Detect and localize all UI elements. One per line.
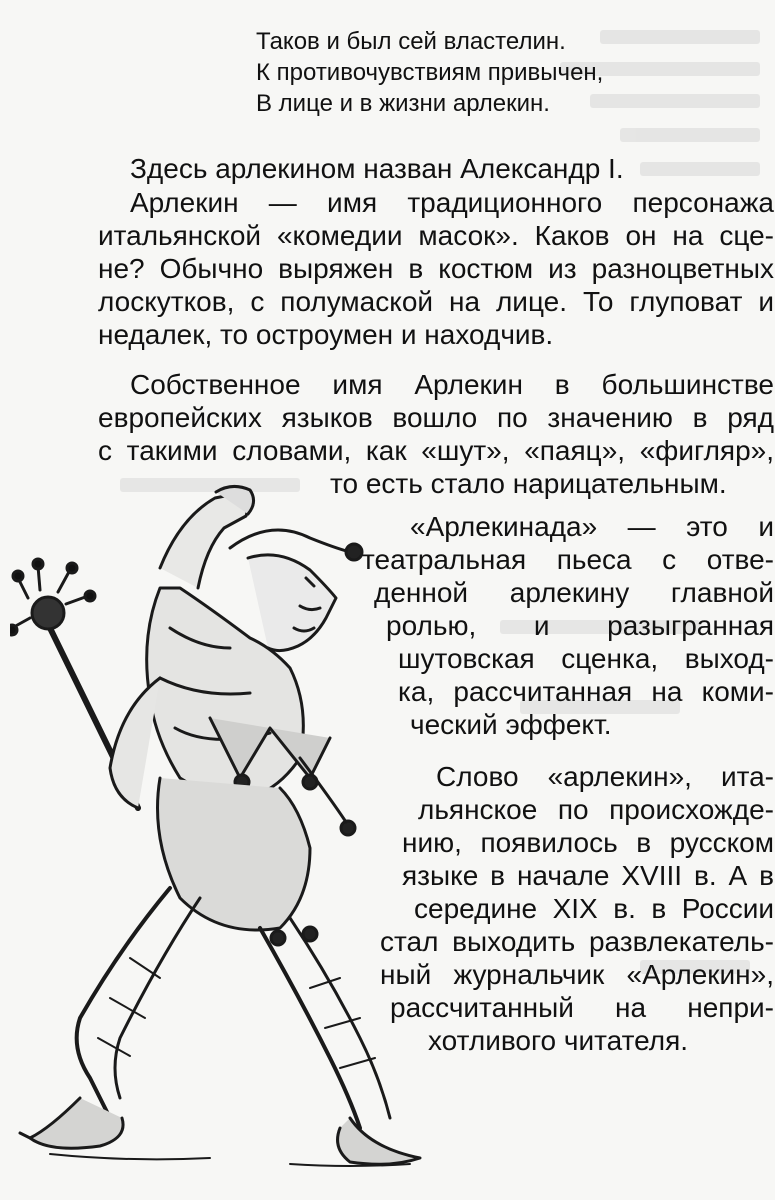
text-line: Слово «арлекин», ита- [436,761,774,792]
harlequin-illustration [10,478,430,1168]
text-line: не? Обычно выряжен в костюм из разноцветных [98,253,774,284]
text-line: стал выходить развлекатель- [380,926,774,957]
text-line: нию, появилось в русском [402,827,774,858]
text-line: денной арлекину главной [374,577,774,608]
text-line: итальянской «комедии масок». Каков он на сце- [98,220,774,251]
text-line: то есть стало нарицательным. [330,468,727,499]
text-line: «Арлекинада» — это и [410,511,774,542]
text-line: ческий эффект. [410,709,612,740]
text-line: недалек, то остроумен и находчив. [98,319,554,350]
text-line: ка, рассчитанная на коми- [398,676,774,707]
text-line: ный журнальчик «Арлекин», [380,959,774,990]
paragraph-harlequin-definition [98,186,774,351]
text-line: ролью, и разыгранная [386,610,774,641]
poem-stanza [256,26,603,119]
text-line: Собственное имя Арлекин в большинстве [130,369,774,400]
text-line: с такими словами, как «шут», «паяц», «фигляр», [98,435,774,466]
text-line: хотливого читателя. [428,1025,689,1056]
text-line: льянское по происхожде- [418,794,774,825]
text-line: европейских языков вошло по значению в ряд [98,402,774,433]
poem-line: В лице и в жизни арлекин. [256,90,550,117]
text-line: рассчитанный на непри- [390,992,774,1023]
text-line: Здесь арлекином назван Александр I. [130,153,624,184]
text-line: лоскутков, с полумаской на лице. То глуповат и [98,286,774,317]
text-line: театральная пьеса с отве- [362,544,774,575]
poem-line: Таков и был сей властелин. [256,28,566,55]
text-line: языке в начале XVIII в. А в [402,860,774,891]
text-line: Арлекин — имя традиционного персонажа [130,187,774,218]
poem-line: К противочувствиям привычен, [256,59,604,86]
text-line: шутовская сценка, выход- [398,643,774,674]
paragraph-alexander [130,152,624,185]
text-line: середине XIX в. в России [414,893,774,924]
